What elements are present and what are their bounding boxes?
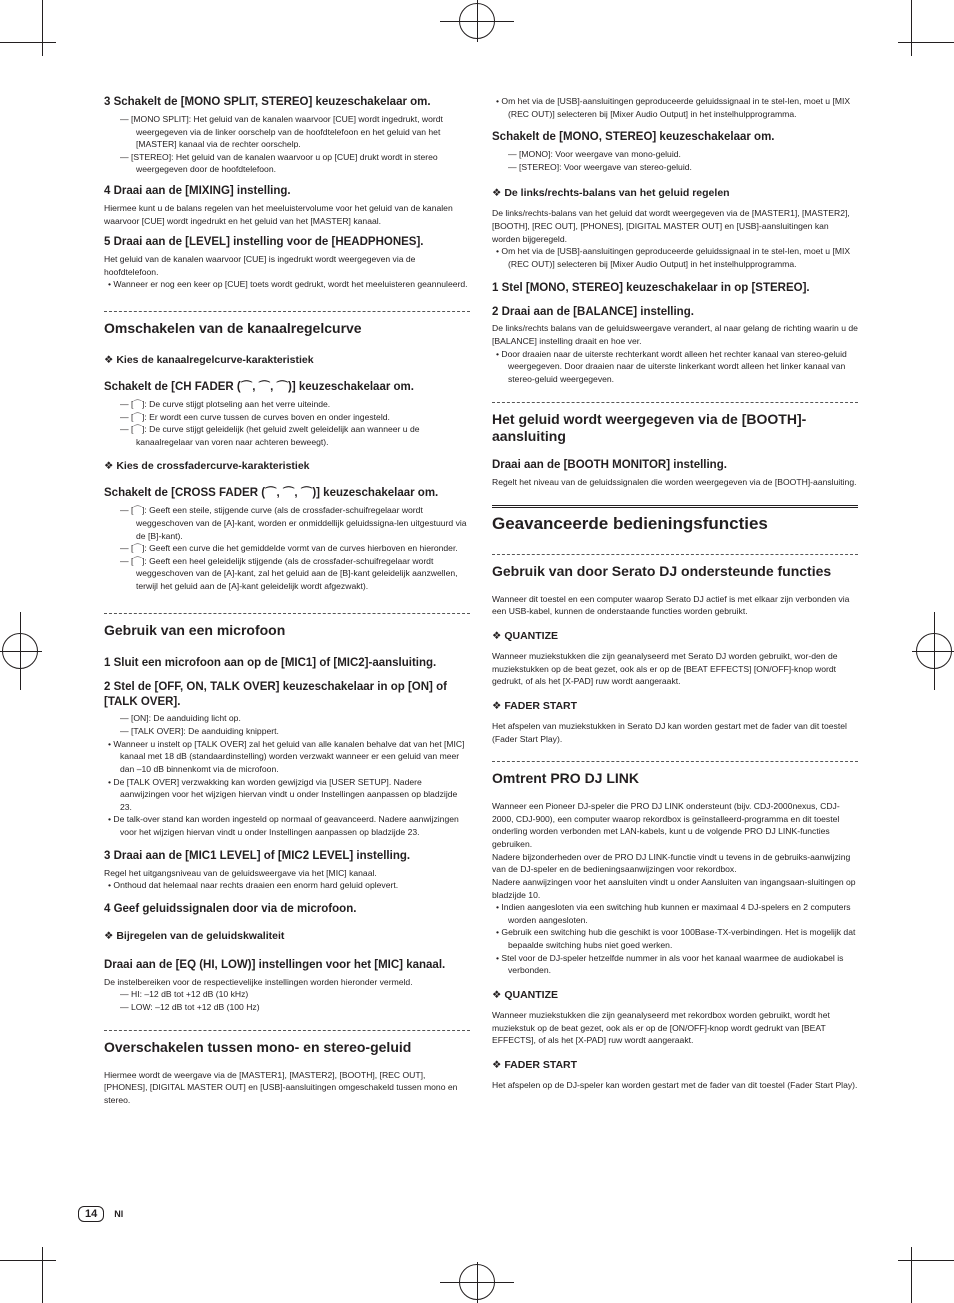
step-heading: 4 Draai aan de [MIXING] instelling. (104, 185, 291, 198)
bullet-item: • Onthoud dat helemaal naar rechts draaien een enorm hard geluid oplevert. (108, 880, 399, 891)
bullet-item: • Gebruik een switching hub die geschikt is voor 100Base-TX-verbindingen. Het is mogelijk dat bepaalde switching hubs niet goed werken. (496, 927, 856, 950)
paragraph: De links/rechts balans van de geluidsweergave verandert, al naar gelang de richting waarin u de [BALANCE] instelling draait en hoe ver. (492, 323, 858, 347)
paragraph: Nadere bijzonderheden over de PRO DJ LINK-functie vindt u tevens in de gebruiks-aanwijzing van de DJ-speler en de bedieningsaanwijzingen voor rekordbox. (492, 851, 851, 875)
step-heading: 1 Sluit een microfoon aan op de [MIC1] of [MIC2]-aansluiting. (104, 656, 437, 669)
step-heading: 4 Geef geluidssignalen door via de microfoon. (104, 902, 357, 915)
bullet-item: • De talk-over stand kan worden ingesteld op normaal of geavanceerd. Nadere aanwijzingen voor het wijzigen hiervan vindt u onder Instellingen aanpassen op bladzijde 23. (108, 814, 459, 838)
dash-item: — [MONO]: Voor weergave van mono-geluid. (508, 149, 681, 160)
section-heading: Overschakelen tussen mono- en stereo-geluid (104, 1030, 470, 1057)
paragraph: Regelt het niveau van de geluidssignalen die worden weergegeven via de [BOOTH]-aansluiting. (492, 477, 857, 488)
crop-mark (911, 0, 912, 56)
bullet-item: • De [TALK OVER] verzwakking kan worden gewijzigd via [USER SETUP]. Nadere aanwijzingen voor het wijzigen hiervan vindt u onder Instellingen aanpassen op bladzijde 23. (108, 776, 458, 812)
dash-item: — [⌒]: Er wordt een curve tussen de curves boven en onder ingesteld. (120, 411, 390, 422)
crop-mark (0, 1260, 56, 1261)
paragraph: Het afspelen op de DJ-speler kan worden gestart met de fader van dit toestel (Fader Start Play). (492, 1079, 858, 1090)
step-heading: 5 Draai aan de [LEVEL] instelling voor de [HEADPHONES]. (104, 236, 424, 249)
bullet-item: • Wanneer u instelt op [TALK OVER] zal het geluid van alle kanalen behalve dat van het [MIC] kanaal met 18 dB (standaardinstelling) worden verzwakt wanneer er een geluid van meer dan –10 dB binnenkomt via de microfoon. (108, 738, 465, 774)
crop-mark (898, 42, 954, 43)
step-heading: 2 Draai aan de [BALANCE] instelling. (492, 305, 694, 318)
crop-mark (42, 1247, 43, 1303)
subsection-heading: ❖ Kies de crossfadercurve-karakteristiek (104, 460, 310, 473)
subsection-heading: ❖ QUANTIZE (492, 630, 558, 643)
bullet-item: • Door draaien naar de uiterste rechterkant wordt alleen het rechter kanaal van stereo-geluid weergegeven. Door draaien naar de uiterste linkerkant wordt alleen het linker kanaal van stereo-geluid weergegeven. (496, 348, 847, 384)
dash-item: — [⌒]: Geeft een heel geleidelijk stijgende (als de crossfader-schuifregelaar wordt weggeschoven van de [A]-kant, zal het geluid aan de [B]-kant geleidelijk aanzwellen, terwijl het geluid aan de [A]-kant geleidelijk wordt afgezwakt). (120, 555, 458, 592)
section-heading: Omtrent PRO DJ LINK (492, 761, 858, 788)
subsection-heading: ❖ Kies de kanaalregelcurve-karakteristiek (104, 353, 314, 366)
paragraph: Nadere aanwijzingen voor het aansluiten vindt u onder Aansluiten van ingangsaan-sluitingen op bladzijde 10. (492, 876, 856, 900)
page-footer (78, 1206, 123, 1222)
chapter-heading: Geavanceerde bedieningsfuncties (492, 505, 858, 534)
paragraph: De links/rechts-balans van het geluid dat wordt weergegeven via de [MASTER1], [MASTER2], [BOOTH], [REC OUT], [PHONES], [DIGITAL MASTER OUT] en [USB]-aansluitingen kan worden bijgeregeld. (492, 208, 850, 244)
dash-item: — [⌒]: De curve stijgt geleidelijk (het geluid zwelt geleidelijk aan wanneer u de kanaalregelaar van voren naar achteren beweegt). (120, 424, 420, 447)
paragraph: Het geluid van de kanalen waarvoor [CUE] is ingedrukt wordt weergegeven via de hoofdtelefoon. (104, 254, 416, 277)
subsection-heading: ❖ Bijregelen van de geluidskwaliteit (104, 929, 285, 942)
paragraph: Hiermee kunt u de balans regelen van het meeluistervolume voor het geluid van de kanalen waarvoor [CUE] wordt ingedrukt en het geluid van het [MASTER] kanaal. (104, 203, 453, 226)
crop-mark (898, 1260, 954, 1261)
paragraph: Wanneer een Pioneer DJ-speler die PRO DJ LINK ondersteunt (bijv. CDJ-2000nexus, CDJ-2000, CDJ-900), een computer waarop rekordbox is geïnstalleerd-programma en dit toestel onderling worden verbonden met LAN-kabels, kunt u de volgende PRO DJ LINK-functies gebruiken. (492, 801, 840, 849)
section-heading: Omschakelen van de kanaalregelcurve (104, 311, 470, 338)
paragraph: Regel het uitgangsniveau van de geluidsweergave via het [MIC] kanaal. (104, 867, 377, 878)
right-column (492, 95, 858, 1091)
section-heading: Gebruik van door Serato DJ ondersteunde functies (492, 554, 858, 581)
subsection-heading: ❖ FADER START (492, 699, 578, 712)
page-number: 14 (78, 1206, 104, 1222)
dash-item: — [STEREO]: Het geluid van de kanalen waarvoor u op [CUE] drukt wordt in stereo weergegeven door de hoofdtelefoon. (120, 151, 438, 175)
bullet-item: • Om het via de [USB]-aansluitingen geproduceerde geluidssignaal in te stel-len, moet u [MIX (REC OUT)] selecteren bij [Mixer Audio Output] in het instelhulpprogramma. (496, 246, 851, 269)
subsection-heading: ❖ FADER START (492, 1058, 578, 1071)
section-heading: Het geluid wordt weergegeven via de [BOOTH]-aansluiting (492, 402, 858, 447)
dash-item: — HI: –12 dB tot +12 dB (10 kHz) (120, 989, 249, 1000)
crop-mark (0, 651, 42, 652)
paragraph: Wanneer muziekstukken die zijn geanalyseerd met rekordbox worden gebruikt, wordt het muziekstuk op de beat gezet, ook als er op de [ON/OFF]-knop wordt gedrukt van [BEAT EFFECTS], of als het [X-PAD] ruw wordt aangeraakt. (492, 1009, 830, 1046)
crop-mark (440, 1282, 514, 1283)
bullet-item: • Wanneer er nog een keer op [CUE] toets wordt gedrukt, wordt het meeluisteren geannuleerd. (108, 279, 468, 290)
dash-item: — [TALK OVER]: De aanduiding knippert. (120, 726, 279, 737)
step-heading: 2 Stel de [OFF, ON, TALK OVER] keuzeschakelaar in op [ON] of [TALK OVER]. (104, 680, 447, 708)
step-heading: 3 Draai aan de [MIC1 LEVEL] of [MIC2 LEVEL] instelling. (104, 849, 411, 862)
dash-item: — [STEREO]: Voor weergave van stereo-geluid. (508, 161, 692, 172)
dash-item: — [⌒]: Geeft een steile, stijgende curve (als de crossfader-schuifregelaar wordt weggeschoven van de [A]-kant, worden er onmiddellijk geluidssigna-len uitgestuurd via de [B]-kant). (120, 505, 467, 541)
step-heading: Schakelt de [MONO, STEREO] keuzeschakelaar om. (492, 131, 775, 144)
paragraph: Hiermee wordt de weergave via de [MASTER1], [MASTER2], [BOOTH], [REC OUT], [PHONES], [DIGITAL MASTER OUT] en [USB]-aansluitingen omgeschakeld tussen mono en stereo. (104, 1069, 458, 1105)
crop-mark (42, 0, 43, 56)
dash-item: — [ON]: De aanduiding licht op. (120, 713, 241, 724)
dash-item: — [MONO SPLIT]: Het geluid van de kanalen waarvoor [CUE] wordt ingedrukt, wordt weergegeven via de linker oorschelp van de hoofdtelefoon en het geluid van het [MASTER] kanaal via de rechter oorschelp. (120, 113, 443, 150)
paragraph: De instelbereiken voor de respectievelijke instellingen worden hieronder vermeld. (104, 976, 413, 987)
dash-item: — LOW: –12 dB tot +12 dB (100 Hz) (120, 1002, 260, 1012)
bullet-item: • Stel voor de DJ-speler hetzelfde nummer in als voor het kanaal waarmee de audiokabel is verbonden. (496, 952, 844, 976)
step-heading: Draai aan de [BOOTH MONITOR] instelling. (492, 459, 727, 472)
bullet-item: • Indien aangesloten via een switching hub kunnen er maximaal 4 DJ-spelers en 2 computers worden aangesloten. (496, 902, 851, 925)
dash-item: — [⌒]: De curve stijgt plotseling aan het verre uiteinde. (120, 398, 331, 409)
crop-mark (0, 42, 56, 43)
subsection-heading: ❖ De links/rechts-balans van het geluid regelen (492, 187, 730, 200)
step-heading: Schakelt de [CROSS FADER (⌒, ⌒, ⌒)] keuzeschakelaar om. (104, 487, 439, 500)
step-heading: 3 Schakelt de [MONO SPLIT, STEREO] keuzeschakelaar om. (104, 96, 431, 108)
left-column (104, 95, 470, 1106)
step-heading: 1 Stel [MONO, STEREO] keuzeschakelaar in op [STEREO]. (492, 281, 810, 294)
section-heading: Gebruik van een microfoon (104, 613, 470, 640)
paragraph: Wanneer dit toestel en een computer waarop Serato DJ actief is met elkaar zijn verbonden via een USB-kabel, kunnen de onderstaande functies worden gebruikt. (492, 593, 850, 617)
paragraph: Wanneer muziekstukken die zijn geanalyseerd met Serato DJ worden gebruikt, wor-den de muziekstukken op de beat gezet, ook als er op de [BEAT EFFECTS] [ON/OFF]-knop wordt gedrukt, of als het [X-PAD] ruw wordt aangeraakt. (492, 651, 838, 687)
bullet-item: • Om het via de [USB]-aansluitingen geproduceerde geluidssignaal in te stel-len, moet u [MIX (REC OUT)] selecteren bij [Mixer Audio Output] in het instelhulpprogramma. (496, 96, 851, 119)
subsection-heading: ❖ QUANTIZE (492, 988, 558, 1001)
crop-mark (912, 651, 954, 652)
language-code: Nl (114, 1209, 124, 1219)
step-heading: Draai aan de [EQ (HI, LOW)] instellingen voor het [MIC] kanaal. (104, 958, 446, 971)
paragraph: Het afspelen van muziekstukken in Serato DJ kan worden gestart met de fader van dit toestel (Fader Start Play). (492, 720, 847, 744)
dash-item: — [⌒]: Geeft een curve die het gemiddelde vormt van de curves hierboven en hieronder. (120, 543, 458, 554)
step-heading: Schakelt de [CH FADER (⌒, ⌒, ⌒)] keuzeschakelaar om. (104, 380, 414, 393)
crop-mark (911, 1247, 912, 1303)
crop-mark (440, 21, 514, 22)
